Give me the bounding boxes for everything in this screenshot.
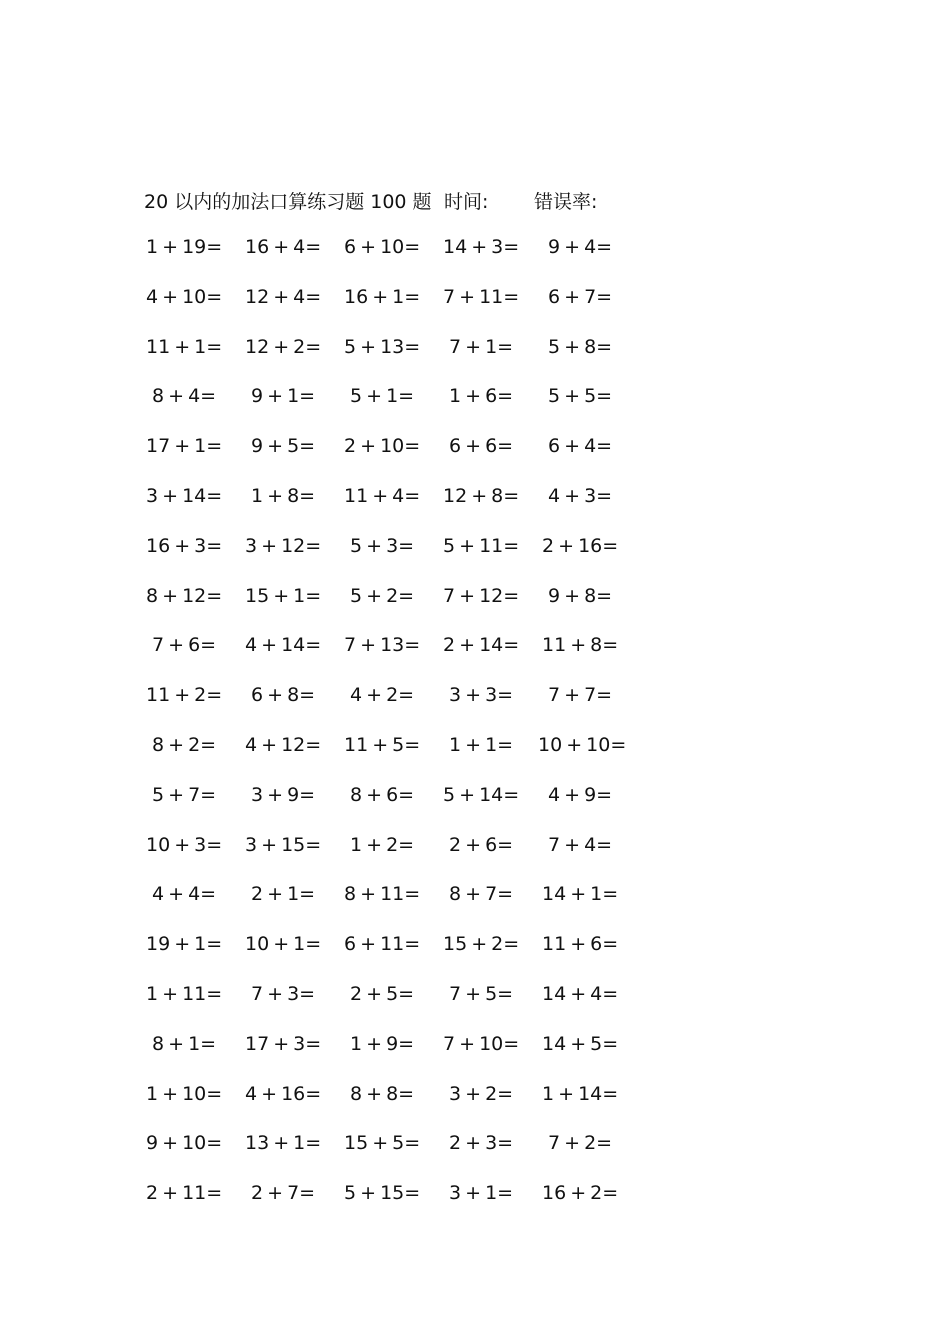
addition-problem: 5 + 11=: [443, 535, 520, 557]
problem-row: [0, 933, 950, 959]
addition-problem: 10 + 3=: [146, 834, 223, 856]
problem-row: [0, 1182, 950, 1208]
addition-problem: 19 + 1=: [146, 933, 223, 955]
addition-problem: 7 + 7=: [548, 684, 613, 706]
addition-problem: 7 + 11=: [443, 286, 520, 308]
problem-row: [0, 385, 950, 411]
addition-problem: 7 + 5=: [449, 983, 514, 1005]
addition-problem: 1 + 10=: [146, 1083, 223, 1105]
addition-problem: 14 + 5=: [542, 1033, 619, 1055]
addition-problem: 4 + 16=: [245, 1083, 322, 1105]
problem-row: [0, 784, 950, 810]
addition-problem: 15 + 5=: [344, 1132, 421, 1154]
addition-problem: 3 + 14=: [146, 485, 223, 507]
addition-problem: 9 + 5=: [251, 435, 316, 457]
addition-problem: 11 + 2=: [146, 684, 223, 706]
addition-problem: 10 + 1=: [245, 933, 322, 955]
addition-problem: 6 + 10=: [344, 236, 421, 258]
addition-problem: 4 + 10=: [146, 286, 223, 308]
addition-problem: 5 + 5=: [548, 385, 613, 407]
addition-problem: 6 + 8=: [251, 684, 316, 706]
time-label: 时间:: [444, 191, 489, 213]
addition-problem: 4 + 12=: [245, 734, 322, 756]
addition-problem: 8 + 6=: [350, 784, 415, 806]
problem-row: [0, 834, 950, 860]
addition-problem: 7 + 13=: [344, 634, 421, 656]
addition-problem: 8 + 1=: [152, 1033, 217, 1055]
problem-row: [0, 236, 950, 262]
addition-problem: 2 + 6=: [449, 834, 514, 856]
addition-problem: 13 + 1=: [245, 1132, 322, 1154]
addition-problem: 1 + 8=: [251, 485, 316, 507]
addition-problem: 5 + 3=: [350, 535, 415, 557]
addition-problem: 4 + 14=: [245, 634, 322, 656]
problem-row: [0, 286, 950, 312]
addition-problem: 1 + 9=: [350, 1033, 415, 1055]
addition-problem: 3 + 2=: [449, 1083, 514, 1105]
addition-problem: 8 + 2=: [152, 734, 217, 756]
addition-problem: 7 + 10=: [443, 1033, 520, 1055]
addition-problem: 11 + 5=: [344, 734, 421, 756]
addition-problem: 14 + 1=: [542, 883, 619, 905]
addition-problem: 1 + 11=: [146, 983, 223, 1005]
addition-problem: 4 + 3=: [548, 485, 613, 507]
addition-problem: 2 + 14=: [443, 634, 520, 656]
addition-problem: 10 + 10=: [538, 734, 627, 756]
addition-problem: 1 + 2=: [350, 834, 415, 856]
addition-problem: 7 + 12=: [443, 585, 520, 607]
error-rate-label: 错误率:: [534, 191, 598, 213]
addition-problem: 3 + 15=: [245, 834, 322, 856]
addition-problem: 16 + 3=: [146, 535, 223, 557]
problem-row: [0, 684, 950, 710]
addition-problem: 5 + 2=: [350, 585, 415, 607]
addition-problem: 7 + 2=: [548, 1132, 613, 1154]
addition-problem: 15 + 1=: [245, 585, 322, 607]
problem-row: [0, 883, 950, 909]
problem-row: [0, 1083, 950, 1109]
addition-problem: 7 + 4=: [548, 834, 613, 856]
addition-problem: 17 + 1=: [146, 435, 223, 457]
addition-problem: 11 + 6=: [542, 933, 619, 955]
addition-problem: 2 + 1=: [251, 883, 316, 905]
addition-problem: 5 + 8=: [548, 336, 613, 358]
addition-problem: 6 + 6=: [449, 435, 514, 457]
problem-row: [0, 485, 950, 511]
addition-problem: 3 + 1=: [449, 1182, 514, 1204]
addition-problem: 3 + 3=: [449, 684, 514, 706]
addition-problem: 1 + 6=: [449, 385, 514, 407]
addition-problem: 2 + 5=: [350, 983, 415, 1005]
addition-problem: 5 + 14=: [443, 784, 520, 806]
addition-problem: 12 + 2=: [245, 336, 322, 358]
addition-problem: 8 + 4=: [152, 385, 217, 407]
addition-problem: 1 + 14=: [542, 1083, 619, 1105]
addition-problem: 8 + 12=: [146, 585, 223, 607]
addition-problem: 4 + 4=: [152, 883, 217, 905]
addition-problem: 2 + 3=: [449, 1132, 514, 1154]
problem-row: [0, 435, 950, 461]
problem-row: [0, 734, 950, 760]
addition-problem: 2 + 16=: [542, 535, 619, 557]
addition-problem: 6 + 7=: [548, 286, 613, 308]
problem-row: [0, 1132, 950, 1158]
addition-problem: 8 + 11=: [344, 883, 421, 905]
addition-problem: 8 + 7=: [449, 883, 514, 905]
addition-problem: 12 + 4=: [245, 286, 322, 308]
addition-problem: 1 + 1=: [449, 734, 514, 756]
problem-row: [0, 585, 950, 611]
addition-problem: 15 + 2=: [443, 933, 520, 955]
addition-problem: 5 + 13=: [344, 336, 421, 358]
addition-problem: 14 + 3=: [443, 236, 520, 258]
addition-problem: 2 + 11=: [146, 1182, 223, 1204]
problem-row: [0, 1033, 950, 1059]
addition-problem: 12 + 8=: [443, 485, 520, 507]
addition-problem: 3 + 12=: [245, 535, 322, 557]
problem-row: [0, 983, 950, 1009]
addition-problem: 9 + 4=: [548, 236, 613, 258]
addition-problem: 16 + 2=: [542, 1182, 619, 1204]
addition-problem: 6 + 11=: [344, 933, 421, 955]
addition-problem: 2 + 7=: [251, 1182, 316, 1204]
addition-problem: 11 + 4=: [344, 485, 421, 507]
addition-problem: 17 + 3=: [245, 1033, 322, 1055]
addition-problem: 1 + 19=: [146, 236, 223, 258]
addition-problem: 9 + 10=: [146, 1132, 223, 1154]
problem-row: [0, 336, 950, 362]
addition-problem: 4 + 9=: [548, 784, 613, 806]
addition-problem: 11 + 1=: [146, 336, 223, 358]
addition-problem: 16 + 4=: [245, 236, 322, 258]
addition-problem: 5 + 7=: [152, 784, 217, 806]
addition-problem: 7 + 6=: [152, 634, 217, 656]
addition-problem: 7 + 1=: [449, 336, 514, 358]
addition-problem: 3 + 9=: [251, 784, 316, 806]
worksheet-title: 20 以内的加法口算练习题 100 题: [144, 191, 432, 213]
addition-problem: 4 + 2=: [350, 684, 415, 706]
addition-problem: 8 + 8=: [350, 1083, 415, 1105]
addition-problem: 2 + 10=: [344, 435, 421, 457]
addition-problem: 14 + 4=: [542, 983, 619, 1005]
addition-problem: 7 + 3=: [251, 983, 316, 1005]
addition-problem: 16 + 1=: [344, 286, 421, 308]
problem-row: [0, 535, 950, 561]
problem-row: [0, 634, 950, 660]
addition-problem: 9 + 8=: [548, 585, 613, 607]
addition-problem: 5 + 15=: [344, 1182, 421, 1204]
addition-problem: 9 + 1=: [251, 385, 316, 407]
addition-problem: 5 + 1=: [350, 385, 415, 407]
addition-problem: 11 + 8=: [542, 634, 619, 656]
addition-problem: 6 + 4=: [548, 435, 613, 457]
